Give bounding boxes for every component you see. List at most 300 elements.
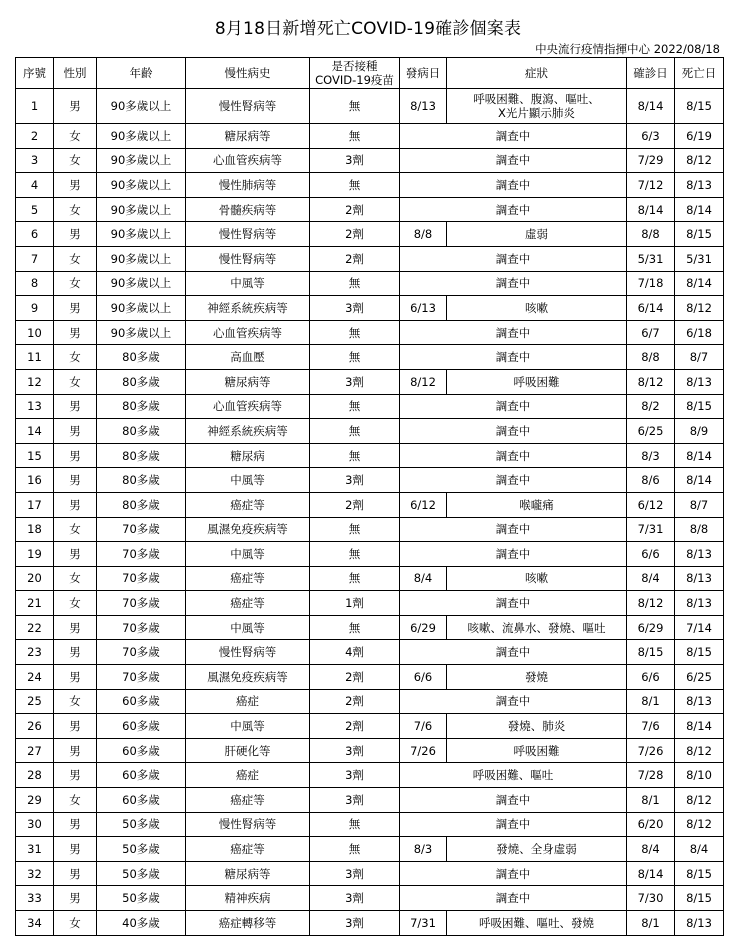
cell-history: 骨髓疾病等: [186, 197, 310, 222]
cell-history: 慢性腎病等: [186, 89, 310, 124]
cell-sex: 女: [54, 345, 97, 370]
cell-no: 33: [16, 886, 54, 911]
cell-vaccine: 2劑: [310, 714, 400, 739]
table-row: [16, 124, 724, 149]
cell-no: 14: [16, 419, 54, 444]
source-date: 中央流行疫情指揮中心 2022/08/18: [535, 42, 720, 56]
cell-no: 13: [16, 394, 54, 419]
page-title: 8月18日新增死亡COVID-19確診個案表: [214, 19, 522, 39]
cell-confirmed: 8/14: [627, 89, 675, 124]
cell-history: 中風等: [186, 542, 310, 567]
cell-symptoms: 調查中: [400, 591, 627, 616]
cell-symptoms: 調查中: [400, 812, 627, 837]
cell-history: 心血管疾病等: [186, 148, 310, 173]
cell-sex: 男: [54, 419, 97, 444]
table-row: [16, 517, 724, 542]
cell-vaccine: 無: [310, 566, 400, 591]
cell-no: 8: [16, 271, 54, 296]
cell-confirmed: 8/1: [627, 788, 675, 813]
cell-vaccine: 3劑: [310, 788, 400, 813]
cell-age: 80多歲: [97, 492, 186, 517]
cell-no: 15: [16, 443, 54, 468]
cell-confirmed: 8/3: [627, 443, 675, 468]
cell-age: 70多歲: [97, 591, 186, 616]
cell-sex: 女: [54, 124, 97, 149]
symptoms-text: 虛弱: [525, 227, 548, 242]
cell-sex: 女: [54, 911, 97, 936]
cell-onset: 7/6: [400, 714, 447, 739]
table-row: [16, 222, 724, 247]
cell-sex: 男: [54, 738, 97, 763]
table-header-row: [16, 58, 724, 89]
cell-vaccine: 無: [310, 320, 400, 345]
cell-death: 8/13: [675, 911, 724, 936]
cell-symptoms: 調查中: [400, 640, 627, 665]
cell-confirmed: 6/20: [627, 812, 675, 837]
cell-confirmed: 7/29: [627, 148, 675, 173]
cell-no: 32: [16, 861, 54, 886]
cell-age: 90多歲以上: [97, 124, 186, 149]
cell-confirmed: 6/29: [627, 615, 675, 640]
table-row: [16, 419, 724, 444]
cell-no: 23: [16, 640, 54, 665]
cell-confirmed: 8/15: [627, 640, 675, 665]
cell-symptoms: [447, 222, 627, 247]
symptoms-text: 發燒、肺炎: [507, 719, 566, 734]
cell-no: 2: [16, 124, 54, 149]
cell-age: 90多歲以上: [97, 246, 186, 271]
table-row: [16, 615, 724, 640]
cell-death: 8/4: [675, 837, 724, 862]
cell-onset: 8/12: [400, 369, 447, 394]
cell-history: 慢性腎病等: [186, 246, 310, 271]
cell-history: 精神疾病: [186, 886, 310, 911]
cell-vaccine: 3劑: [310, 369, 400, 394]
cell-onset: 7/26: [400, 738, 447, 763]
cell-vaccine: 無: [310, 173, 400, 198]
cell-age: 70多歲: [97, 542, 186, 567]
cell-sex: 女: [54, 566, 97, 591]
cell-death: 8/12: [675, 148, 724, 173]
cell-symptoms: [447, 615, 627, 640]
table-row: [16, 468, 724, 493]
cell-confirmed: 6/6: [627, 665, 675, 690]
cell-confirmed: 6/14: [627, 296, 675, 321]
cell-sex: 男: [54, 89, 97, 124]
cell-age: 50多歲: [97, 812, 186, 837]
cell-sex: 男: [54, 714, 97, 739]
table-row: [16, 443, 724, 468]
cell-onset: 6/29: [400, 615, 447, 640]
table-row: [16, 837, 724, 862]
cell-symptoms: 調查中: [400, 345, 627, 370]
cell-onset: 6/13: [400, 296, 447, 321]
cell-sex: 女: [54, 271, 97, 296]
cell-history: 中風等: [186, 468, 310, 493]
cell-symptoms: [447, 369, 627, 394]
cell-vaccine: 無: [310, 812, 400, 837]
cell-vaccine: 無: [310, 419, 400, 444]
cell-confirmed: 8/12: [627, 369, 675, 394]
cell-history: 糖尿病等: [186, 861, 310, 886]
cell-death: 8/9: [675, 419, 724, 444]
cell-vaccine: 無: [310, 837, 400, 862]
cell-vaccine: 3劑: [310, 296, 400, 321]
cell-symptoms: [447, 837, 627, 862]
cell-confirmed: 6/12: [627, 492, 675, 517]
cell-death: 8/14: [675, 197, 724, 222]
cell-no: 31: [16, 837, 54, 862]
cell-symptoms: 調查中: [400, 861, 627, 886]
table-row: [16, 89, 724, 124]
cell-death: 6/25: [675, 665, 724, 690]
cell-age: 90多歲以上: [97, 222, 186, 247]
cell-age: 90多歲以上: [97, 89, 186, 124]
table-row: [16, 197, 724, 222]
cell-confirmed: 8/14: [627, 861, 675, 886]
cell-vaccine: 3劑: [310, 886, 400, 911]
table-row: [16, 369, 724, 394]
cell-death: 8/12: [675, 738, 724, 763]
cell-death: 8/13: [675, 542, 724, 567]
cell-sex: 女: [54, 788, 97, 813]
cell-no: 17: [16, 492, 54, 517]
table-row: [16, 886, 724, 911]
cell-age: 50多歲: [97, 837, 186, 862]
cell-no: 26: [16, 714, 54, 739]
cell-symptoms: 調查中: [400, 197, 627, 222]
cell-no: 29: [16, 788, 54, 813]
cell-age: 50多歲: [97, 886, 186, 911]
cell-death: 8/13: [675, 369, 724, 394]
cell-symptoms: [447, 89, 627, 124]
cell-sex: 男: [54, 615, 97, 640]
cell-symptoms: 調查中: [400, 517, 627, 542]
cell-sex: 男: [54, 640, 97, 665]
cell-no: 25: [16, 689, 54, 714]
table-row: [16, 689, 724, 714]
cell-symptoms: 調查中: [400, 246, 627, 271]
table-row: [16, 320, 724, 345]
cell-death: 8/13: [675, 173, 724, 198]
cell-no: 6: [16, 222, 54, 247]
cell-death: 8/15: [675, 861, 724, 886]
symptoms-text: 喉嚨痛: [519, 497, 554, 512]
cell-age: 70多歲: [97, 640, 186, 665]
cell-vaccine: 無: [310, 542, 400, 567]
cell-history: 糖尿病等: [186, 369, 310, 394]
cell-death: 8/15: [675, 89, 724, 124]
cell-no: 11: [16, 345, 54, 370]
cell-history: 慢性腎病等: [186, 222, 310, 247]
symptoms-text: 呼吸困難: [513, 743, 560, 758]
cell-vaccine: 2劑: [310, 689, 400, 714]
cell-vaccine: 無: [310, 89, 400, 124]
cell-vaccine: 4劑: [310, 640, 400, 665]
cell-symptoms: 調查中: [400, 271, 627, 296]
cell-no: 24: [16, 665, 54, 690]
cell-sex: 男: [54, 542, 97, 567]
cell-death: 8/8: [675, 517, 724, 542]
cell-death: 8/7: [675, 345, 724, 370]
cell-no: 22: [16, 615, 54, 640]
cell-no: 21: [16, 591, 54, 616]
cell-confirmed: 7/31: [627, 517, 675, 542]
cell-sex: 男: [54, 320, 97, 345]
header-symptoms: 症狀: [447, 58, 627, 89]
cell-sex: 男: [54, 296, 97, 321]
cell-sex: 女: [54, 591, 97, 616]
cell-confirmed: 6/7: [627, 320, 675, 345]
cell-death: 8/13: [675, 689, 724, 714]
cell-symptoms: 調查中: [400, 173, 627, 198]
cell-vaccine: 3劑: [310, 148, 400, 173]
cell-history: 肝硬化等: [186, 738, 310, 763]
symptoms-text: 呼吸困難、腹瀉、嘔吐、: [473, 92, 600, 106]
cell-symptoms: 調查中: [400, 468, 627, 493]
cell-age: 60多歲: [97, 788, 186, 813]
cell-history: 高血壓: [186, 345, 310, 370]
header-history: 慢性病史: [186, 58, 310, 89]
cell-vaccine: 無: [310, 345, 400, 370]
cell-death: 8/15: [675, 222, 724, 247]
cell-age: 70多歲: [97, 566, 186, 591]
cell-history: 癌症等: [186, 591, 310, 616]
cell-no: 28: [16, 763, 54, 788]
header-vaccine-line2: COVID-19疫苗: [315, 73, 394, 87]
cell-confirmed: 7/6: [627, 714, 675, 739]
header-death: 死亡日: [675, 58, 724, 89]
cell-history: 心血管疾病等: [186, 394, 310, 419]
table-row: [16, 492, 724, 517]
cell-sex: 男: [54, 173, 97, 198]
cell-age: 80多歲: [97, 345, 186, 370]
cell-history: 癌症: [186, 763, 310, 788]
table-row: [16, 714, 724, 739]
cell-symptoms: 調查中: [400, 419, 627, 444]
cell-vaccine: 2劑: [310, 197, 400, 222]
cell-death: 8/12: [675, 788, 724, 813]
cell-sex: 男: [54, 837, 97, 862]
cell-age: 70多歲: [97, 615, 186, 640]
cell-symptoms: [447, 665, 627, 690]
table-row: [16, 566, 724, 591]
cell-vaccine: 無: [310, 615, 400, 640]
cell-history: 神經系統疾病等: [186, 419, 310, 444]
cell-history: 癌症等: [186, 837, 310, 862]
cell-sex: 女: [54, 197, 97, 222]
cell-no: 10: [16, 320, 54, 345]
cell-confirmed: 8/8: [627, 345, 675, 370]
cell-vaccine: 3劑: [310, 861, 400, 886]
symptoms-text: 發燒、全身虛弱: [496, 842, 577, 857]
cell-death: 7/14: [675, 615, 724, 640]
cell-age: 90多歲以上: [97, 296, 186, 321]
cell-symptoms: 調查中: [400, 443, 627, 468]
cell-sex: 男: [54, 443, 97, 468]
cell-no: 1: [16, 89, 54, 124]
cell-sex: 女: [54, 246, 97, 271]
cell-confirmed: 7/26: [627, 738, 675, 763]
cell-death: 8/14: [675, 468, 724, 493]
table-row: [16, 788, 724, 813]
cell-age: 90多歲以上: [97, 271, 186, 296]
header-vaccine-line1: 是否接種: [331, 59, 378, 73]
cell-age: 50多歲: [97, 861, 186, 886]
cell-death: 8/13: [675, 566, 724, 591]
cell-age: 80多歲: [97, 443, 186, 468]
cell-no: 12: [16, 369, 54, 394]
cell-vaccine: 2劑: [310, 222, 400, 247]
symptoms-text: 咳嗽、流鼻水、發燒、嘔吐: [467, 620, 606, 635]
table-row: [16, 296, 724, 321]
cell-no: 7: [16, 246, 54, 271]
cell-sex: 男: [54, 222, 97, 247]
cell-death: 8/12: [675, 812, 724, 837]
death-case-table: [15, 57, 724, 936]
table-row: [16, 763, 724, 788]
table-row: [16, 148, 724, 173]
table-row: [16, 591, 724, 616]
cell-symptoms: 調查中: [400, 886, 627, 911]
header-confirmed: 確診日: [627, 58, 675, 89]
cell-age: 90多歲以上: [97, 197, 186, 222]
cell-symptoms: 呼吸困難、嘔吐: [400, 763, 627, 788]
cell-death: 8/7: [675, 492, 724, 517]
cell-no: 20: [16, 566, 54, 591]
cell-confirmed: 8/1: [627, 911, 675, 936]
cell-no: 9: [16, 296, 54, 321]
symptoms-text: 發燒: [525, 669, 548, 684]
cell-history: 心血管疾病等: [186, 320, 310, 345]
cell-death: 8/14: [675, 443, 724, 468]
cell-confirmed: 8/2: [627, 394, 675, 419]
cell-death: 8/15: [675, 394, 724, 419]
cell-confirmed: 8/4: [627, 566, 675, 591]
table-row: [16, 394, 724, 419]
cell-death: 8/15: [675, 886, 724, 911]
header-vaccine: [310, 58, 400, 89]
cell-symptoms: [447, 714, 627, 739]
cell-onset: 8/3: [400, 837, 447, 862]
table-row: [16, 345, 724, 370]
cell-sex: 男: [54, 812, 97, 837]
cell-no: 19: [16, 542, 54, 567]
cell-vaccine: 無: [310, 517, 400, 542]
cell-confirmed: 7/28: [627, 763, 675, 788]
table-row: [16, 738, 724, 763]
cell-confirmed: 6/3: [627, 124, 675, 149]
cell-confirmed: 6/25: [627, 419, 675, 444]
cell-vaccine: 無: [310, 443, 400, 468]
cell-sex: 男: [54, 492, 97, 517]
cell-no: 5: [16, 197, 54, 222]
cell-onset: 8/4: [400, 566, 447, 591]
cell-age: 70多歲: [97, 517, 186, 542]
cell-no: 27: [16, 738, 54, 763]
cell-symptoms: 調查中: [400, 788, 627, 813]
cell-death: 6/18: [675, 320, 724, 345]
cell-sex: 女: [54, 689, 97, 714]
cell-sex: 男: [54, 861, 97, 886]
cell-onset: 7/31: [400, 911, 447, 936]
cell-no: 18: [16, 517, 54, 542]
cell-vaccine: 3劑: [310, 738, 400, 763]
cell-vaccine: 3劑: [310, 468, 400, 493]
cell-no: 30: [16, 812, 54, 837]
cell-history: 風濕免疫疾病等: [186, 517, 310, 542]
cell-history: 慢性腎病等: [186, 640, 310, 665]
cell-age: 90多歲以上: [97, 148, 186, 173]
cell-symptoms: 調查中: [400, 320, 627, 345]
table-row: [16, 812, 724, 837]
cell-age: 40多歲: [97, 911, 186, 936]
header-no: 序號: [16, 58, 54, 89]
cell-symptoms: 調查中: [400, 689, 627, 714]
cell-sex: 女: [54, 148, 97, 173]
cell-confirmed: 7/12: [627, 173, 675, 198]
cell-sex: 男: [54, 886, 97, 911]
cell-vaccine: 1劑: [310, 591, 400, 616]
cell-no: 34: [16, 911, 54, 936]
cell-history: 慢性腎病等: [186, 812, 310, 837]
cell-age: 70多歲: [97, 665, 186, 690]
cell-sex: 女: [54, 517, 97, 542]
cell-no: 3: [16, 148, 54, 173]
table-row: [16, 542, 724, 567]
cell-confirmed: 8/8: [627, 222, 675, 247]
cell-vaccine: 2劑: [310, 665, 400, 690]
cell-age: 90多歲以上: [97, 173, 186, 198]
table-row: [16, 665, 724, 690]
table-row: [16, 246, 724, 271]
cell-symptoms: [447, 492, 627, 517]
cell-death: 8/15: [675, 640, 724, 665]
cell-death: 8/10: [675, 763, 724, 788]
cell-history: 癌症等: [186, 566, 310, 591]
cell-confirmed: 8/4: [627, 837, 675, 862]
table-row: [16, 911, 724, 936]
cell-history: 中風等: [186, 271, 310, 296]
header-sex: 性別: [54, 58, 97, 89]
cell-age: 60多歲: [97, 689, 186, 714]
cell-vaccine: 3劑: [310, 911, 400, 936]
cell-sex: 男: [54, 665, 97, 690]
cell-sex: 女: [54, 369, 97, 394]
cell-age: 80多歲: [97, 419, 186, 444]
cell-confirmed: 5/31: [627, 246, 675, 271]
symptoms-text: 咳嗽: [525, 300, 548, 315]
cell-confirmed: 8/6: [627, 468, 675, 493]
cell-age: 80多歲: [97, 468, 186, 493]
cell-symptoms: [447, 566, 627, 591]
cell-vaccine: 3劑: [310, 763, 400, 788]
cell-sex: 男: [54, 763, 97, 788]
header-age: 年齡: [97, 58, 186, 89]
cell-history: 癌症等: [186, 788, 310, 813]
cell-onset: 8/8: [400, 222, 447, 247]
cell-onset: 8/13: [400, 89, 447, 124]
table-row: [16, 640, 724, 665]
cell-vaccine: 無: [310, 124, 400, 149]
cell-history: 癌症轉移等: [186, 911, 310, 936]
cell-confirmed: 8/12: [627, 591, 675, 616]
cell-history: 慢性肺病等: [186, 173, 310, 198]
cell-age: 60多歲: [97, 714, 186, 739]
cell-age: 60多歲: [97, 738, 186, 763]
cell-onset: 6/12: [400, 492, 447, 517]
cell-no: 4: [16, 173, 54, 198]
